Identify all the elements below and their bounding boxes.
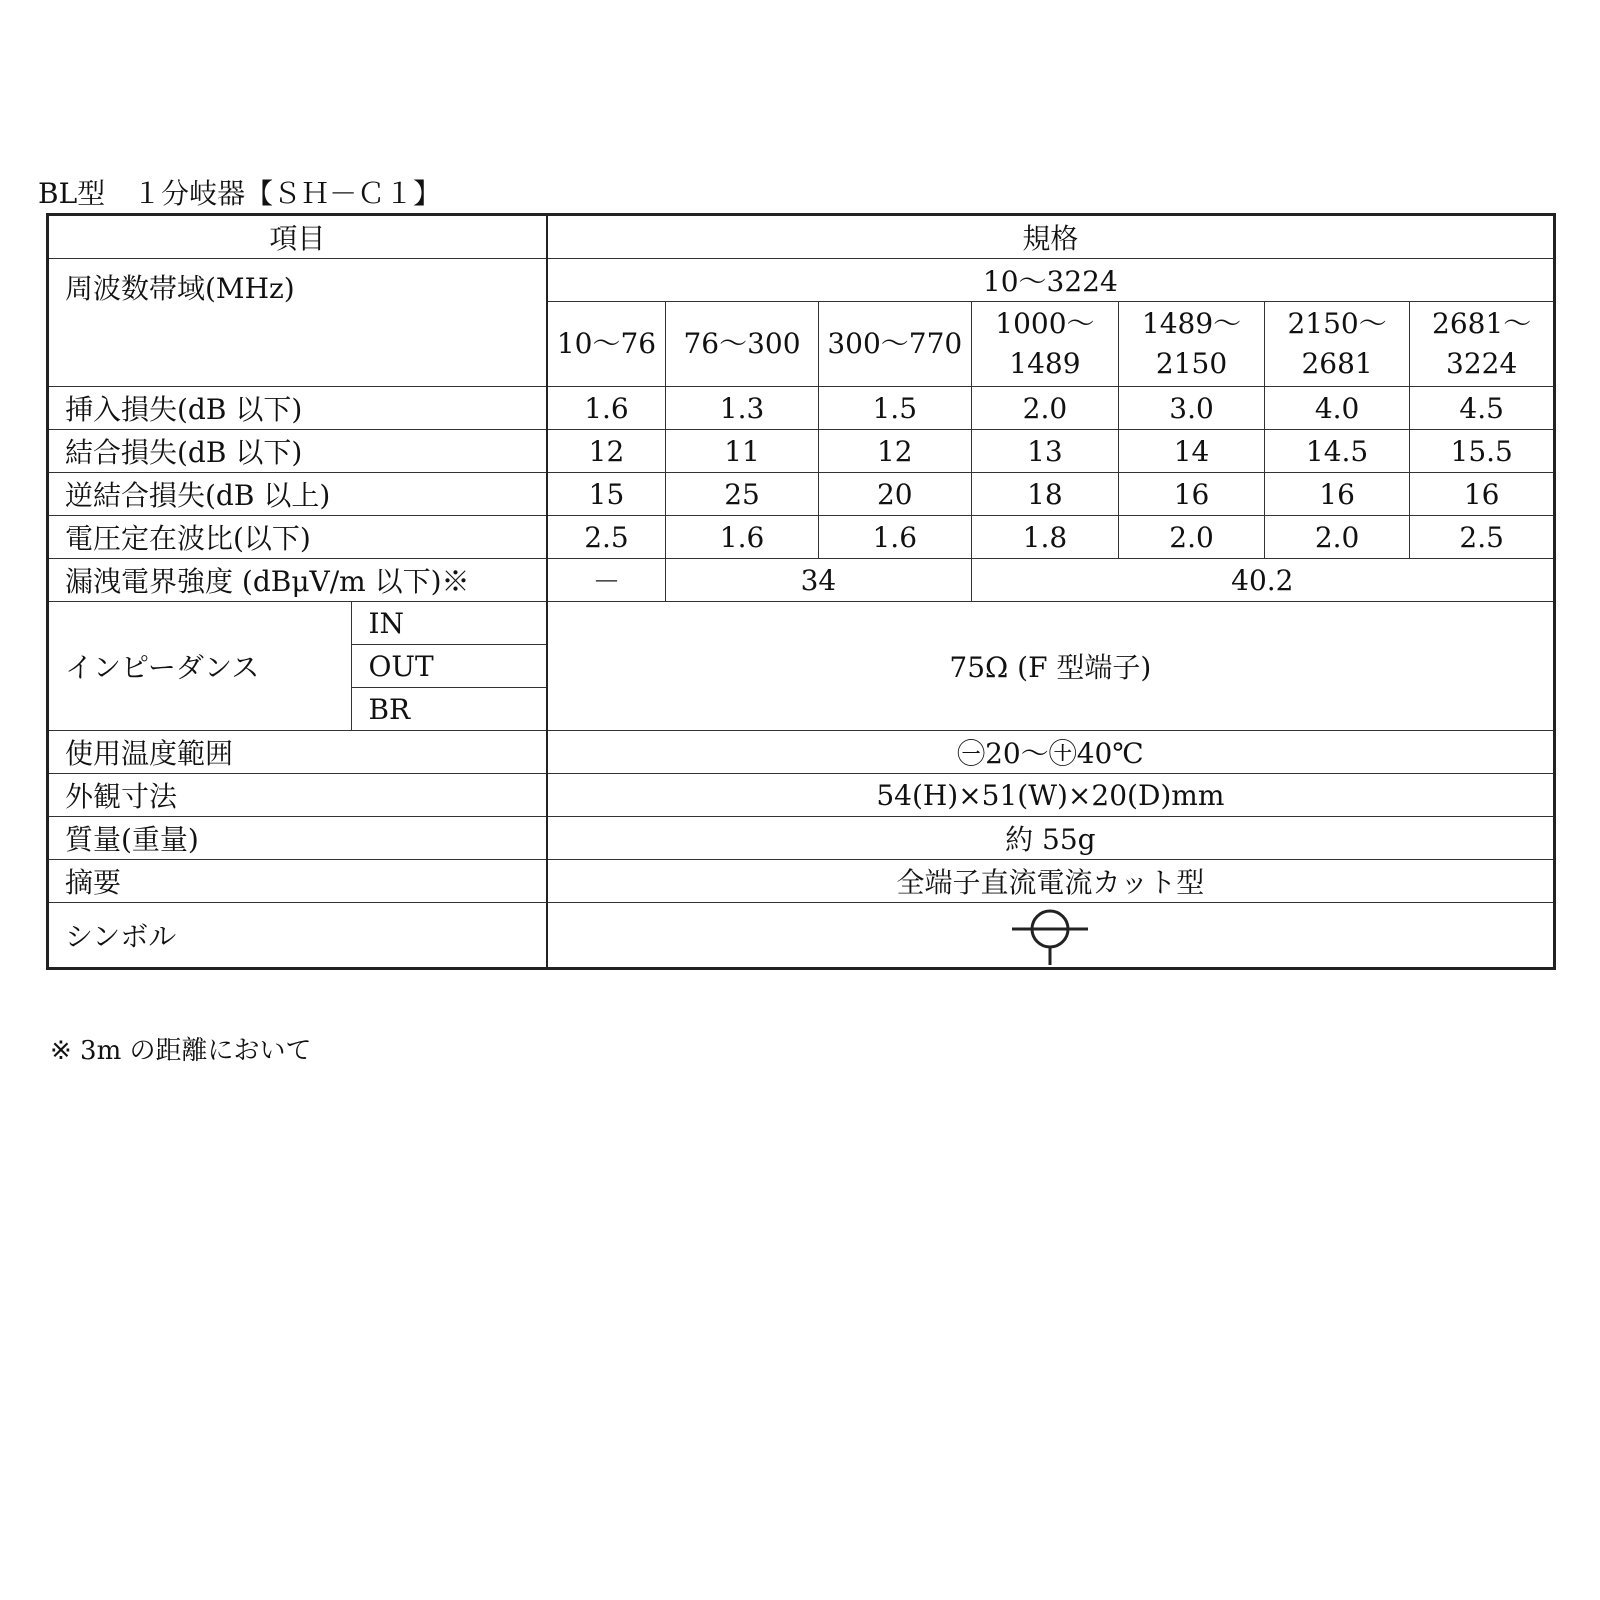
- band-cell: [547, 302, 666, 387]
- vswr-row: [48, 516, 1555, 559]
- value-cell: 2.0: [1119, 516, 1265, 559]
- value-cell: 1.3: [666, 387, 819, 430]
- band-line-1: 1489～: [1141, 307, 1242, 340]
- reverse-coupling-loss-row: [48, 473, 1555, 516]
- value-cell: 1.8: [971, 516, 1119, 559]
- port-in: IN: [352, 602, 547, 645]
- header-row: [48, 215, 1555, 259]
- mass-value: 約 55g: [547, 817, 1555, 860]
- value-cell: 25: [666, 473, 819, 516]
- value-cell: 2.0: [971, 387, 1119, 430]
- band-cell: [666, 302, 819, 387]
- port-br: BR: [352, 688, 547, 731]
- dimensions-value: 54(H)×51(W)×20(D)mm: [547, 774, 1555, 817]
- row-label: 逆結合損失(dB 以上): [48, 473, 547, 516]
- mass-label: 質量(重量): [48, 817, 547, 860]
- value-cell: 16: [1410, 473, 1555, 516]
- impedance-label: インピーダンス: [48, 602, 352, 731]
- temperature-row: [48, 731, 1555, 774]
- mass-row: [48, 817, 1555, 860]
- port-out: OUT: [352, 645, 547, 688]
- band-line-1: 1000～: [995, 307, 1095, 340]
- band-cell: [1119, 302, 1265, 387]
- summary-value: 全端子直流電流カット型: [547, 860, 1555, 903]
- header-item: 項目: [48, 215, 547, 259]
- band-line-2: 1489: [1009, 347, 1081, 380]
- band-line-2: 2681: [1301, 347, 1373, 380]
- band-line-2: 2150: [1155, 347, 1228, 380]
- symbol-cell: [547, 903, 1555, 969]
- symbol-row: [48, 903, 1555, 969]
- value-cell: 15.5: [1410, 430, 1555, 473]
- temperature-value: ㊀20～㊉40℃: [547, 731, 1555, 774]
- band-cell: [971, 302, 1119, 387]
- coupling-loss-row: [48, 430, 1555, 473]
- value-cell: 4.5: [1410, 387, 1555, 430]
- band-cell: [1264, 302, 1410, 387]
- value-cell: 13: [971, 430, 1119, 473]
- summary-label: 摘要: [48, 860, 547, 903]
- value-cell: 16: [1264, 473, 1410, 516]
- leakage-value-3: 40.2: [971, 559, 1554, 602]
- value-cell: 16: [1119, 473, 1265, 516]
- summary-row: [48, 860, 1555, 903]
- value-cell: 1.6: [818, 516, 971, 559]
- footnote: ※ 3m の距離において: [50, 1036, 312, 1066]
- temperature-label: 使用温度範囲: [48, 731, 547, 774]
- value-cell: 2.5: [547, 516, 666, 559]
- leakage-value-2: 34: [666, 559, 971, 602]
- leakage-label: 漏洩電界強度 (dBμV/m 以下)※: [48, 559, 547, 602]
- value-cell: 1.6: [666, 516, 819, 559]
- splitter-symbol-icon: [1010, 903, 1090, 967]
- value-cell: 12: [547, 430, 666, 473]
- dimensions-label: 外観寸法: [48, 774, 547, 817]
- value-cell: 14: [1119, 430, 1265, 473]
- leakage-value-1: －: [547, 559, 666, 602]
- leakage-row: [48, 559, 1555, 602]
- document-title: BL型 １分岐器【ＳＨ－Ｃ１】: [38, 177, 442, 210]
- band-line-2: 3224: [1446, 347, 1518, 380]
- value-cell: 3.0: [1119, 387, 1265, 430]
- band-line-1: 76～300: [683, 327, 801, 360]
- value-cell: 4.0: [1264, 387, 1410, 430]
- value-cell: 12: [818, 430, 971, 473]
- row-label: 結合損失(dB 以下): [48, 430, 547, 473]
- value-cell: 18: [971, 473, 1119, 516]
- band-cell: [1410, 302, 1555, 387]
- band-line-1: 2681～: [1432, 307, 1532, 340]
- band-cell: [818, 302, 971, 387]
- value-cell: 15: [547, 473, 666, 516]
- impedance-row-in: [48, 602, 1555, 645]
- spec-table: [46, 213, 1556, 970]
- frequency-label: 周波数帯域(MHz): [48, 259, 547, 387]
- frequency-overall: 10～3224: [547, 259, 1555, 302]
- band-line-1: 2150～: [1287, 307, 1387, 340]
- row-label: 挿入損失(dB 以下): [48, 387, 547, 430]
- symbol-label: シンボル: [48, 903, 547, 969]
- insertion-loss-row: [48, 387, 1555, 430]
- dimensions-row: [48, 774, 1555, 817]
- band-line-1: 10～76: [556, 327, 657, 360]
- row-label: 電圧定在波比(以下): [48, 516, 547, 559]
- value-cell: 2.5: [1410, 516, 1555, 559]
- value-cell: 1.5: [818, 387, 971, 430]
- value-cell: 20: [818, 473, 971, 516]
- frequency-overall-row: [48, 259, 1555, 302]
- header-spec: 規格: [547, 215, 1555, 259]
- value-cell: 14.5: [1264, 430, 1410, 473]
- value-cell: 2.0: [1264, 516, 1410, 559]
- impedance-value: 75Ω (F 型端子): [547, 602, 1555, 731]
- value-cell: 1.6: [547, 387, 666, 430]
- value-cell: 11: [666, 430, 819, 473]
- band-line-1: 300～770: [827, 327, 963, 360]
